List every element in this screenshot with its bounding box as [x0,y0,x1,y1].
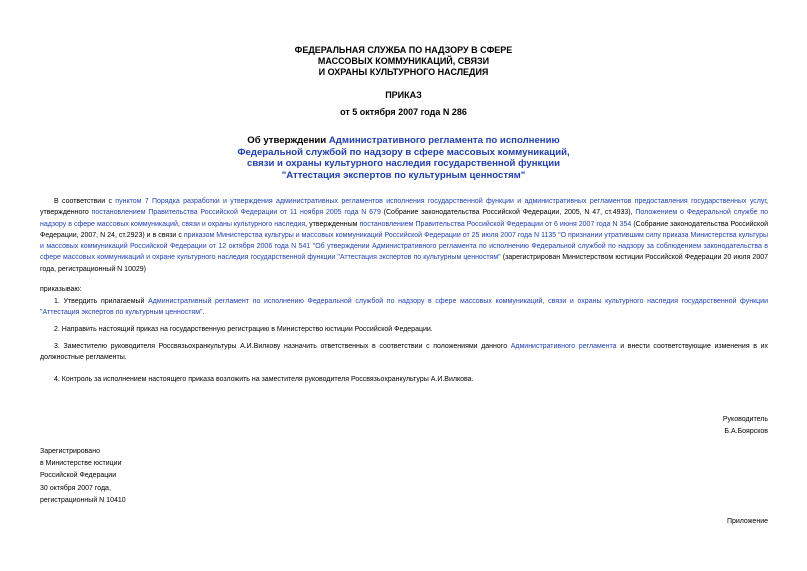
item-text: 1. Утвердить прилагаемый [54,298,149,305]
registration-line: 30 октября 2007 года, [40,484,111,492]
signature-block [723,414,768,438]
agency-line: ФЕДЕРАЛЬНАЯ СЛУЖБА ПО НАДЗОРУ В СФЕРЕ [294,45,513,55]
item-text: . [202,309,205,317]
law-link[interactable]: пунктом 7 Порядка разработки и утверждения административных регламентов исполнения государственной функции и административных регламентов предоставления государственных услуг [115,198,767,205]
agency-line: МАССОВЫХ КОММУНИКАЦИЙ, СВЯЗИ [317,56,490,66]
doc-type: ПРИКАЗ [385,90,422,100]
title-link[interactable]: Федеральной службой по надзору в сфере массовых коммуникаций, [237,146,570,158]
law-link[interactable]: постановлением Правительства Российской Федерации от 11 ноября 2005 года N 679 [91,209,381,217]
item-1 [40,296,768,319]
agency-line: И ОХРАНЫ КУЛЬТУРНОГО НАСЛЕДИЯ [318,67,489,77]
item-4: 4. Контроль за исполнением настоящего приказа возложить на заместителя руководителя Россвязьохранкультуры А.И.Вилкова. [54,376,474,383]
appendix-label: Приложение [726,518,768,525]
order-word: приказываю: [40,286,82,293]
preamble-text: В соответствии с [54,198,116,205]
item-3 [40,341,768,364]
title-link[interactable]: Административного регламента по исполнению [328,135,560,146]
law-link[interactable]: приказом Министерства культуры и массовых коммуникаций Российской Федерации от 25 июля 2007 года N 1135 "О признании утратившим силу приказа Министерства культуры и массовых коммуникаций Российской Федерации от 12 октября 2006 года N 541 "Об утверждении Административного регламента по исполнению Федеральной службой по надзору за соблюдением законодательства в сфере массовых коммуникаций и охране культурного наследия государственной функции "Аттестация экспертов по культурным ценностям" [40,231,768,262]
title-link[interactable]: "Аттестация экспертов по культурным ценностям" [281,169,526,181]
doc-title [150,135,657,181]
preamble-paragraph [40,196,768,275]
preamble-text: , утвержденного [40,198,768,217]
title-link[interactable]: связи и охраны культурного наследия государственной функции [246,158,560,170]
preamble-text: (зарегистрирован Министерством юстиции Российской Федерации 20 июля 2007 года, регистрационный N 10029) [40,254,768,273]
signature-role: Руководитель [722,416,768,423]
registration-block [40,446,126,507]
title-prefix: Об утверждении [247,135,329,146]
item-text: и внести соответствующие изменения в их должностные регламенты. [40,343,768,362]
regulation-link[interactable]: Административного регламента [510,343,617,350]
law-link[interactable]: постановлением Правительства Российской Федерации от 6 июня 2007 года N 354 [359,220,632,228]
registration-line: в Министерстве юстиции [40,460,122,468]
regulation-link[interactable]: Административный регламент по исполнению Федеральной службой по надзору в сфере массовых коммуникаций, связи и охраны культурного наследия государственной функции "Аттестация экспертов по культурным ценностям" [40,298,768,317]
doc-date: от 5 октября 2007 года N 286 [340,107,467,117]
preamble-text: , утвержденным [305,220,360,228]
registration-line: Российской Федерации [40,472,117,480]
agency-name [0,45,807,78]
item-text: 3. Заместителю руководителя Россвязьохранкультуры А.И.Вилкову назначить ответственных в соответствии с положениями данного [54,343,511,350]
registration-line: Зарегистрировано [40,448,100,455]
preamble-text: (Собрание законодательства Российской Федерации, 2007, N 24, ст.2923) и в связи с [40,220,769,239]
signature-name: Б.А.Боярсков [724,428,768,435]
registration-line: регистрационный N 10410 [40,496,126,504]
law-link[interactable]: Положением о Федеральной службе по надзору в сфере массовых коммуникаций, связи и охраны культурного наследия [40,209,769,228]
preamble-text: (Собрание законодательства Российской Федерации, 2005, N 47, ст.4933), [380,209,636,217]
item-2: 2. Направить настоящий приказ на государственную регистрацию в Министерство юстиции Российской Федерации. [54,326,433,333]
